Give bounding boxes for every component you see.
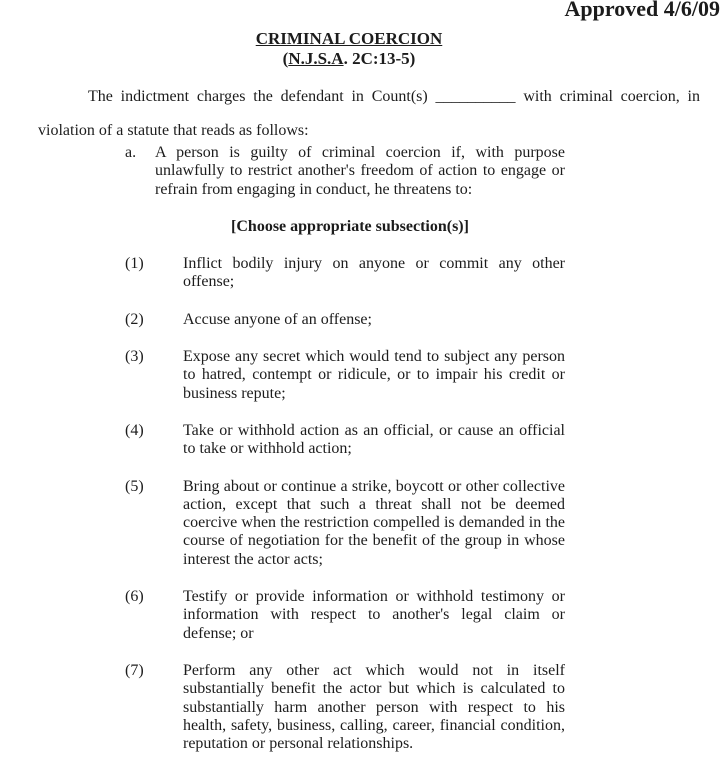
statute-item-3	[125, 348, 565, 403]
item-number: (1)	[125, 255, 144, 273]
item-number: (4)	[125, 421, 144, 439]
approved-date: Approved 4/6/09	[564, 0, 720, 21]
item-text: Perform any other act which would not in itself substantially benefit the actor but which is calculated to substantially harm another person with respect to his health, safety, business, calling, career, financial condition, reputation or personal relationships.	[183, 661, 565, 753]
document-title: CRIMINAL COERCION	[255, 29, 443, 48]
item-text: Take or withhold action as an official, or cause an official to take or withhold action;	[183, 421, 565, 458]
choose-subsection-heading: [Choose appropriate subsection(s)]	[231, 217, 469, 235]
item-text: Expose any secret which would tend to subject any person to hatred, contempt or ridicule, or to impair his credit or business repute;	[183, 348, 565, 402]
item-number: (7)	[125, 661, 144, 679]
item-number: (5)	[125, 477, 144, 495]
intro-text-before-blank: The indictment charges the defendant in Count(s)	[88, 88, 428, 105]
item-text: Testify or provide information or withhold testimony or information with respect to another's legal claim or defense; or	[183, 588, 565, 642]
statute-section	[125, 144, 565, 753]
statute-item-5	[125, 478, 565, 569]
item-text: Accuse anyone of an offense;	[183, 310, 372, 328]
count-blank-line: __________	[435, 88, 516, 105]
item-number: (6)	[125, 588, 144, 606]
intro-paragraph	[38, 80, 700, 148]
statute-item-6	[125, 588, 565, 643]
item-number: (3)	[125, 348, 144, 366]
item-text: Inflict bodily injury on anyone or commit any other offense;	[183, 255, 565, 291]
document-title-block	[0, 29, 698, 68]
intro-text-after-blank: with criminal coercion, in violation of a statute that reads as follows:	[38, 88, 700, 139]
statute-item-7	[125, 662, 565, 753]
statute-item-2	[125, 311, 565, 329]
subsection-a-text: A person is guilty of criminal coercion if, with purpose unlawfully to restrict another's freedom of action to engage or refrain from engaging in conduct, he threatens to:	[155, 144, 565, 198]
citation-abbreviation: N.J.S.A	[288, 48, 344, 68]
statute-citation: (N.J.S.A. 2C:13-5)	[282, 48, 416, 68]
subsection-a	[125, 144, 565, 199]
item-number: (2)	[125, 310, 144, 328]
subsection-a-label: a.	[125, 144, 137, 161]
statute-item-4	[125, 422, 565, 459]
item-text: Bring about or continue a strike, boycott or other collective action, except that such a threat shall not be deemed coercive when the restriction compelled is demanded in the course of negotiation for the benefit of the group in whose interest the actor acts;	[183, 477, 565, 568]
statute-item-1	[125, 255, 565, 292]
